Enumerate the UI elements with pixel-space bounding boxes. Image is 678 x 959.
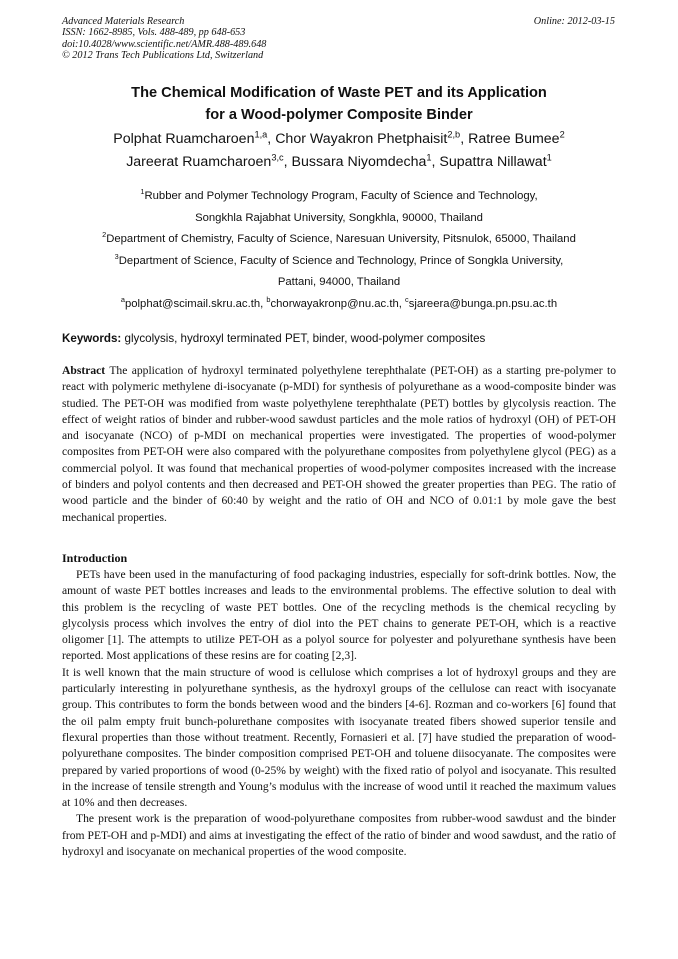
abstract-label: Abstract [62,364,106,377]
affiliation-1-line-1 [58,186,620,208]
affiliation-text: Rubber and Polymer Technology Program, Faculty of Science and Technology, [144,190,538,202]
author-sup: 2,b [447,129,461,140]
author-sup: 3,c [271,152,284,163]
author-sep: , [267,131,276,147]
introduction-heading: Introduction [62,551,128,565]
author-line-2 [62,151,616,174]
introduction-body [62,567,616,860]
author-sep: , [431,154,440,170]
paragraph: It is well known that the main structure of wood is cellulose which comprises a lot of hydroxyl groups and they are particularly interesting in polyurethane synthesis, as the hydroxyl groups of the cellulose can react with isocyanate group. This contributes to form the bonds between wood and the binders [4-6]. Rozman and co-workers [6] found that the oil palm empty fruit bunch-polurethane composites with isocyanate treated fibers showed superior tensile and flexural properties than those without treatment. Recently, Fornasieri et al. [7] have studied the preparation of wood-polyurethane composites. The binder composition comprised PET-OH and toluene diisocyanate. The composites were prepared by varied proportions of wood (0-25% by weight) with the fixed ratio of polyol and isocyanate. This resulted in the increase of tensile strength and Young’s modulus with the increase of wood until it reached the maximum values at 10% and then decreases. [62,665,616,810]
online-date: Online: 2012-03-15 [533,16,615,27]
email-link[interactable]: polphat@scimail.skru.ac.th, [124,297,267,310]
doi-line: doi:10.4028/www.scientific.net/AMR.488-489.648 [62,38,267,50]
email-link[interactable]: chorwayakronp@nu.ac.th, [270,297,406,310]
affiliation-3-line-1 [58,251,620,273]
affiliation-2 [58,229,620,251]
author-name: Polphat Ruamcharoen [113,131,255,147]
author-name: Ratree Bumee [468,131,560,147]
email-sup: b [266,295,271,305]
journal-header [62,16,266,62]
keywords-text: glycolysis, hydroxyl terminated PET, binder, wood-polymer composites [121,332,486,345]
email-link[interactable]: sjareera@bunga.pn.psu.ac.th [408,297,558,310]
author-sup: 1 [546,152,552,163]
author-name: Supattra Nillawat [439,154,547,170]
affiliations [58,186,620,316]
author-sep: , [460,131,469,147]
author-line-1 [62,128,616,151]
author-name: Bussara Niyomdecha [291,154,427,170]
author-list [62,128,616,174]
abstract-text: The application of hydroxyl terminated polyethylene terephthalate (PET-OH) as a starting pre-polymer to react with polymeric methylene di-isocyanate (p-MDI) for synthesis of polyurethane as a wood-composite binder was studied. The PET-OH was modified from waste polyethylene terephthalate (PET) bottles by glycolysis reaction. The effect of weight ratios of binder and rubber-wood sawdust particles and the mole ratios of hydroxyl (OH) of PET-OH and isocyanate (NCO) of p-MDI on mechanical properties were investigated. The properties of wood-polymer composites from PET-OH were also compared with the polyurethane composites from polyethylene glycol (PEG) as a commercial polyol. It was found that mechanical properties of wood-polymer composites increased with the increase of binders and polyol contents and then decreased and PET-OH showed the greater properties than PEG. The ratio of wood particle and the binder of 60:40 by weight and the ratio of OH and NCO of 0.01:1 by mole gave the best mechanical properties. [62,364,616,524]
email-sup: c [405,295,409,305]
journal-name: Advanced Materials Research [62,16,185,27]
title-line-2: for a Wood-polymer Composite Binder [205,107,473,123]
keywords [62,332,616,345]
affiliation-1-line-2: Songkhla Rajabhat University, Songkhla, 90000, Thailand [195,211,483,224]
abstract [62,363,616,526]
affiliation-sup: 3 [114,252,119,262]
email-line [58,294,620,316]
keywords-label: Keywords: [62,332,122,345]
copyright-line: © 2012 Trans Tech Publications Ltd, Switzerland [62,50,264,62]
paper-title [62,82,616,126]
author-name: Jareerat Ruamcharoen [126,154,272,170]
paragraph: PETs have been used in the manufacturing of food packaging industries, especially for soft-drink bottles. Now, the amount of waste PET bottles increases and leads to the environmental problems. The effective solution to deal with this problem is the recycling of waste PET bottles. One of the recycling methods is the chemical recycling by glycolysis process which involves the entry of diol into the PET chains to generate PET-OH, which is a reactive oligomer [1]. The attempts to utilize PET-OH as a polyol source for polyester and polyurethane synthesis have been reported. Most applications of these resins are for coating [2,3]. [62,568,616,663]
affiliation-sup: 1 [140,187,145,197]
affiliation-3-line-2: Pattani, 94000, Thailand [277,276,401,289]
author-sup: 2 [559,129,565,140]
email-sup: a [120,295,125,305]
affiliation-text: Department of Science, Faculty of Science and Technology, Prince of Songkla University, [118,254,564,267]
issn-line: ISSN: 1662-8985, Vols. 488-489, pp 648-653 [62,27,246,39]
author-sup: 1,a [254,129,268,140]
author-sep: , [283,154,292,170]
author-name: Chor Wayakron Phetphaisit [275,131,448,147]
affiliation-text: Department of Chemistry, Faculty of Science, Naresuan University, Pitsnulok, 65000, Thailand [106,233,576,246]
title-line-1: The Chemical Modification of Waste PET and its Application [131,85,547,101]
paragraph: The present work is the preparation of wood-polyurethane composites from rubber-wood sawdust and the binder from PET-OH and p-MDI) and aims at investigating the effect of the ratio of binder and wood sawdust, and the ratio of hydroxyl and isocyanate on mechanical properties of the wood composite. [62,812,616,859]
affiliation-sup: 2 [102,230,107,240]
author-sup: 1 [426,152,432,163]
